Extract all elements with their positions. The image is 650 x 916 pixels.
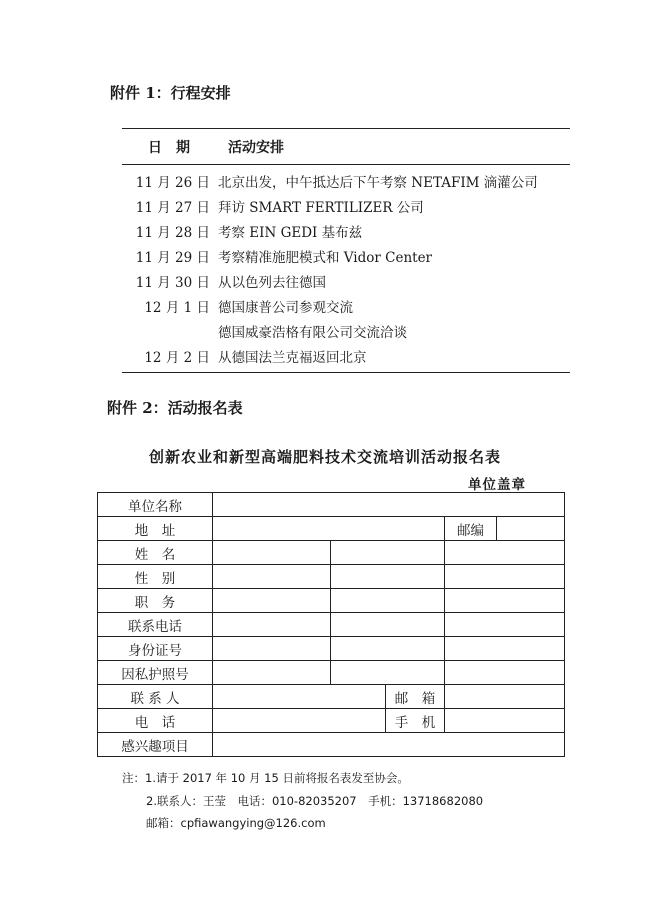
schedule-activity: 德国威豪浩格有限公司交流洽谈: [218, 325, 407, 341]
id-number-label: 身份证号: [98, 637, 213, 661]
table-row: [98, 517, 565, 541]
interests-field[interactable]: [213, 733, 565, 757]
schedule-date: 11 月 29 日: [135, 250, 210, 266]
contact-phone-label: 联系电话: [98, 613, 213, 637]
schedule-date: 11 月 27 日: [135, 200, 210, 216]
telephone-field[interactable]: [213, 709, 386, 733]
telephone-label: 电 话: [98, 709, 213, 733]
unit-name-field[interactable]: [213, 493, 565, 517]
contact-phone-field-3[interactable]: [445, 613, 565, 637]
seal-label: 单位盖章: [468, 477, 526, 493]
email-field[interactable]: [445, 685, 565, 709]
schedule-date: 12 月 1 日: [144, 300, 210, 316]
note-contact: 2.联系人：王莹 电话：010-82035207 手机：13718682080: [146, 794, 484, 808]
schedule-activity: 考察 EIN GEDI 基布兹: [218, 225, 363, 241]
schedule-activity: 北京出发，中午抵达后下午考察 NETAFIM 滴灌公司: [218, 175, 538, 191]
mobile-field[interactable]: [445, 709, 565, 733]
name-field-3[interactable]: [445, 541, 565, 565]
registration-form-table: [97, 492, 565, 757]
address-label: 地 址: [98, 517, 213, 541]
schedule-date: 12 月 2 日: [144, 350, 210, 366]
contact-person-label: 联 系 人: [98, 685, 213, 709]
gender-field-2[interactable]: [331, 565, 445, 589]
table-row: [98, 709, 565, 733]
schedule-date: 11 月 28 日: [135, 225, 210, 241]
note-deadline: 注：1.请于 2017 年 10 月 15 日前将报名表发至协会。: [122, 771, 409, 785]
postcode-field[interactable]: [497, 517, 565, 541]
position-field-2[interactable]: [331, 589, 445, 613]
schedule-top-rule: [122, 128, 570, 129]
table-row: [98, 637, 565, 661]
table-row: [98, 661, 565, 685]
schedule-bottom-rule: [122, 372, 570, 373]
schedule-activity: 拜访 SMART FERTILIZER 公司: [218, 200, 424, 216]
schedule-header-activity: 活动安排: [228, 140, 284, 156]
schedule-date: 11 月 26 日: [135, 175, 210, 191]
schedule-activity: 从德国法兰克福返回北京: [218, 350, 367, 366]
table-row: [98, 493, 565, 517]
form-title: 创新农业和新型高端肥料技术交流培训活动报名表: [148, 448, 501, 466]
name-label: 姓 名: [98, 541, 213, 565]
mobile-label: 手 机: [386, 709, 445, 733]
gender-field-3[interactable]: [445, 565, 565, 589]
gender-field-1[interactable]: [213, 565, 331, 589]
position-field-3[interactable]: [445, 589, 565, 613]
gender-label: 性 别: [98, 565, 213, 589]
schedule-date: 11 月 30 日: [135, 275, 210, 291]
table-row: [98, 541, 565, 565]
email-label: 邮 箱: [386, 685, 445, 709]
id-number-field-3[interactable]: [445, 637, 565, 661]
attachment1-heading: 附件 1：行程安排: [110, 84, 231, 102]
schedule-header-date: 日 期: [148, 140, 190, 156]
id-number-field-2[interactable]: [331, 637, 445, 661]
postcode-label: 邮编: [445, 517, 497, 541]
unit-name-label: 单位名称: [98, 493, 213, 517]
name-field-2[interactable]: [331, 541, 445, 565]
passport-label: 因私护照号: [98, 661, 213, 685]
passport-field-1[interactable]: [213, 661, 331, 685]
table-row: [98, 733, 565, 757]
position-field-1[interactable]: [213, 589, 331, 613]
table-row: [98, 565, 565, 589]
position-label: 职 务: [98, 589, 213, 613]
passport-field-2[interactable]: [331, 661, 445, 685]
schedule-header-rule: [122, 164, 570, 165]
address-field[interactable]: [213, 517, 445, 541]
schedule-activity: 德国康普公司参观交流: [218, 300, 353, 316]
passport-field-3[interactable]: [445, 661, 565, 685]
schedule-activity: 考察精准施肥模式和 Vidor Center: [218, 250, 433, 266]
table-row: [98, 589, 565, 613]
interests-label: 感兴趣项目: [98, 733, 213, 757]
table-row: [98, 613, 565, 637]
contact-phone-field-2[interactable]: [331, 613, 445, 637]
contact-person-field[interactable]: [213, 685, 386, 709]
id-number-field-1[interactable]: [213, 637, 331, 661]
contact-phone-field-1[interactable]: [213, 613, 331, 637]
schedule-activity: 从以色列去往德国: [218, 275, 326, 291]
note-email: 邮箱：cpfiawangying@126.com: [146, 816, 326, 830]
name-field-1[interactable]: [213, 541, 331, 565]
table-row: [98, 685, 565, 709]
attachment2-heading: 附件 2：活动报名表: [107, 399, 243, 417]
